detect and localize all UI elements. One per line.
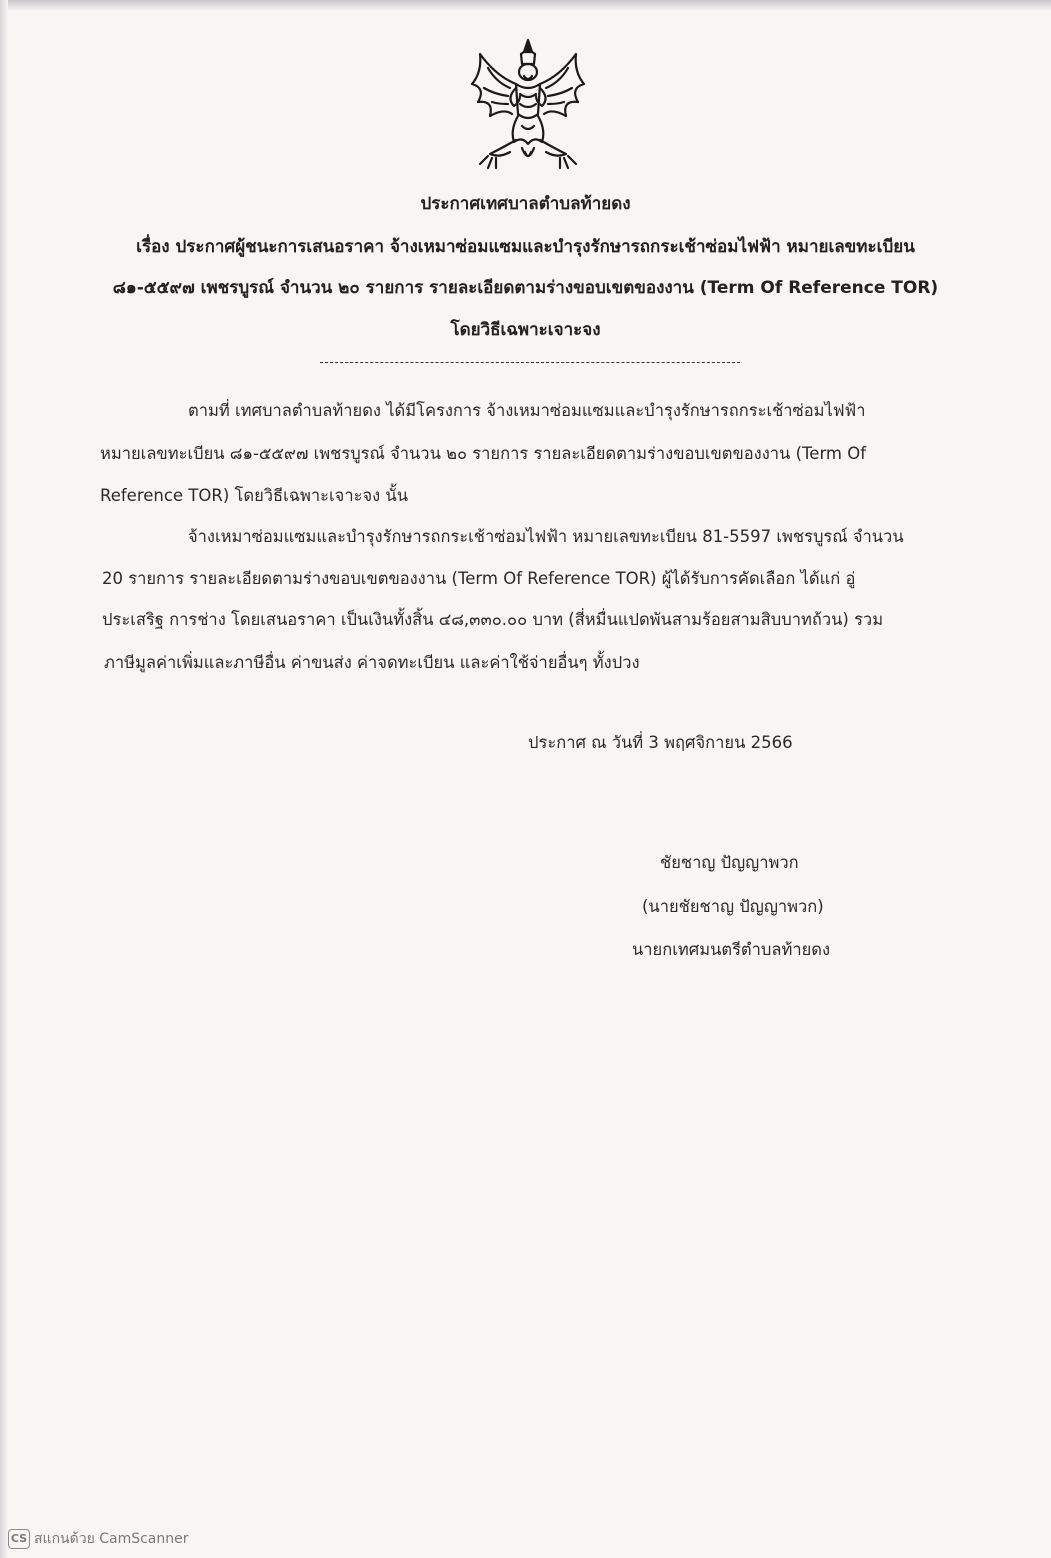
signature-full-name: (นายชัยชาญ ปัญญาพวก)	[642, 897, 824, 916]
subject-line-3: โดยวิธีเฉพาะเจาะจง	[450, 320, 601, 340]
paragraph-2-line-2: 20 รายการ รายละเอียดตามร่างขอบเขตของงาน (Term Of Reference TOR) ผู้ได้รับการคัดเลือก ได้แก่ อู่	[102, 569, 856, 588]
announcement-title: ประกาศเทศบาลตำบลท้ายดง	[420, 194, 631, 214]
paragraph-2-line-3: ประเสริฐ การช่าง โดยเสนอราคา เป็นเงินทั้งสิ้น ๔๘,๓๓๐.๐๐ บาท (สี่หมื่นแปดพันสามร้อยสามสิบบาทถ้วน) รวม	[102, 610, 884, 629]
announcement-date: ประกาศ ณ วันที่ 3 พฤศจิกายน 2566	[528, 733, 793, 752]
paragraph-2-line-1: จ้างเหมาซ่อมแซมและบำรุงรักษารถกระเช้าซ่อมไฟฟ้า หมายเลขทะเบียน 81-5597 เพชรบูรณ์ จำนวน	[188, 527, 904, 546]
page-edge-shadow	[0, 0, 1051, 10]
paragraph-2-line-4: ภาษีมูลค่าเพิ่มและภาษีอื่น ค่าขนส่ง ค่าจดทะเบียน และค่าใช้จ่ายอื่นๆ ทั้งปวง	[104, 653, 640, 672]
dashed-divider	[320, 362, 740, 363]
signature-name: ชัยชาญ ปัญญาพวก	[660, 853, 799, 872]
camscanner-watermark	[8, 1528, 189, 1550]
page-edge-left-shadow	[0, 0, 8, 1558]
subject-line-1: เรื่อง ประกาศผู้ชนะการเสนอราคา จ้างเหมาซ่อมแซมและบำรุงรักษารถกระเช้าซ่อมไฟฟ้า หมายเลขทะเบียน	[136, 237, 915, 257]
paragraph-1-line-3: Reference TOR) โดยวิธีเฉพาะเจาะจง นั้น	[100, 486, 408, 505]
garuda-emblem-icon	[466, 36, 590, 176]
paragraph-1-line-2: หมายเลขทะเบียน ๘๑-๕๕๙๗ เพชรบูรณ์ จำนวน ๒๐ รายการ รายละเอียดตามร่างขอบเขตของงาน (Term Of	[100, 444, 867, 463]
signature-position: นายกเทศมนตรีตำบลท้ายดง	[632, 940, 831, 959]
camscanner-text: สแกนด้วย CamScanner	[34, 1531, 189, 1547]
camscanner-icon: CS	[8, 1529, 30, 1549]
subject-line-2: ๘๑-๕๕๙๗ เพชรบูรณ์ จำนวน ๒๐ รายการ รายละเอียดตามร่างขอบเขตของงาน (Term Of Reference TOR)	[112, 278, 939, 298]
paragraph-1-line-1: ตามที่ เทศบาลตำบลท้ายดง ได้มีโครงการ จ้างเหมาซ่อมแซมและบำรุงรักษารถกระเช้าซ่อมไฟฟ้า	[188, 401, 866, 420]
